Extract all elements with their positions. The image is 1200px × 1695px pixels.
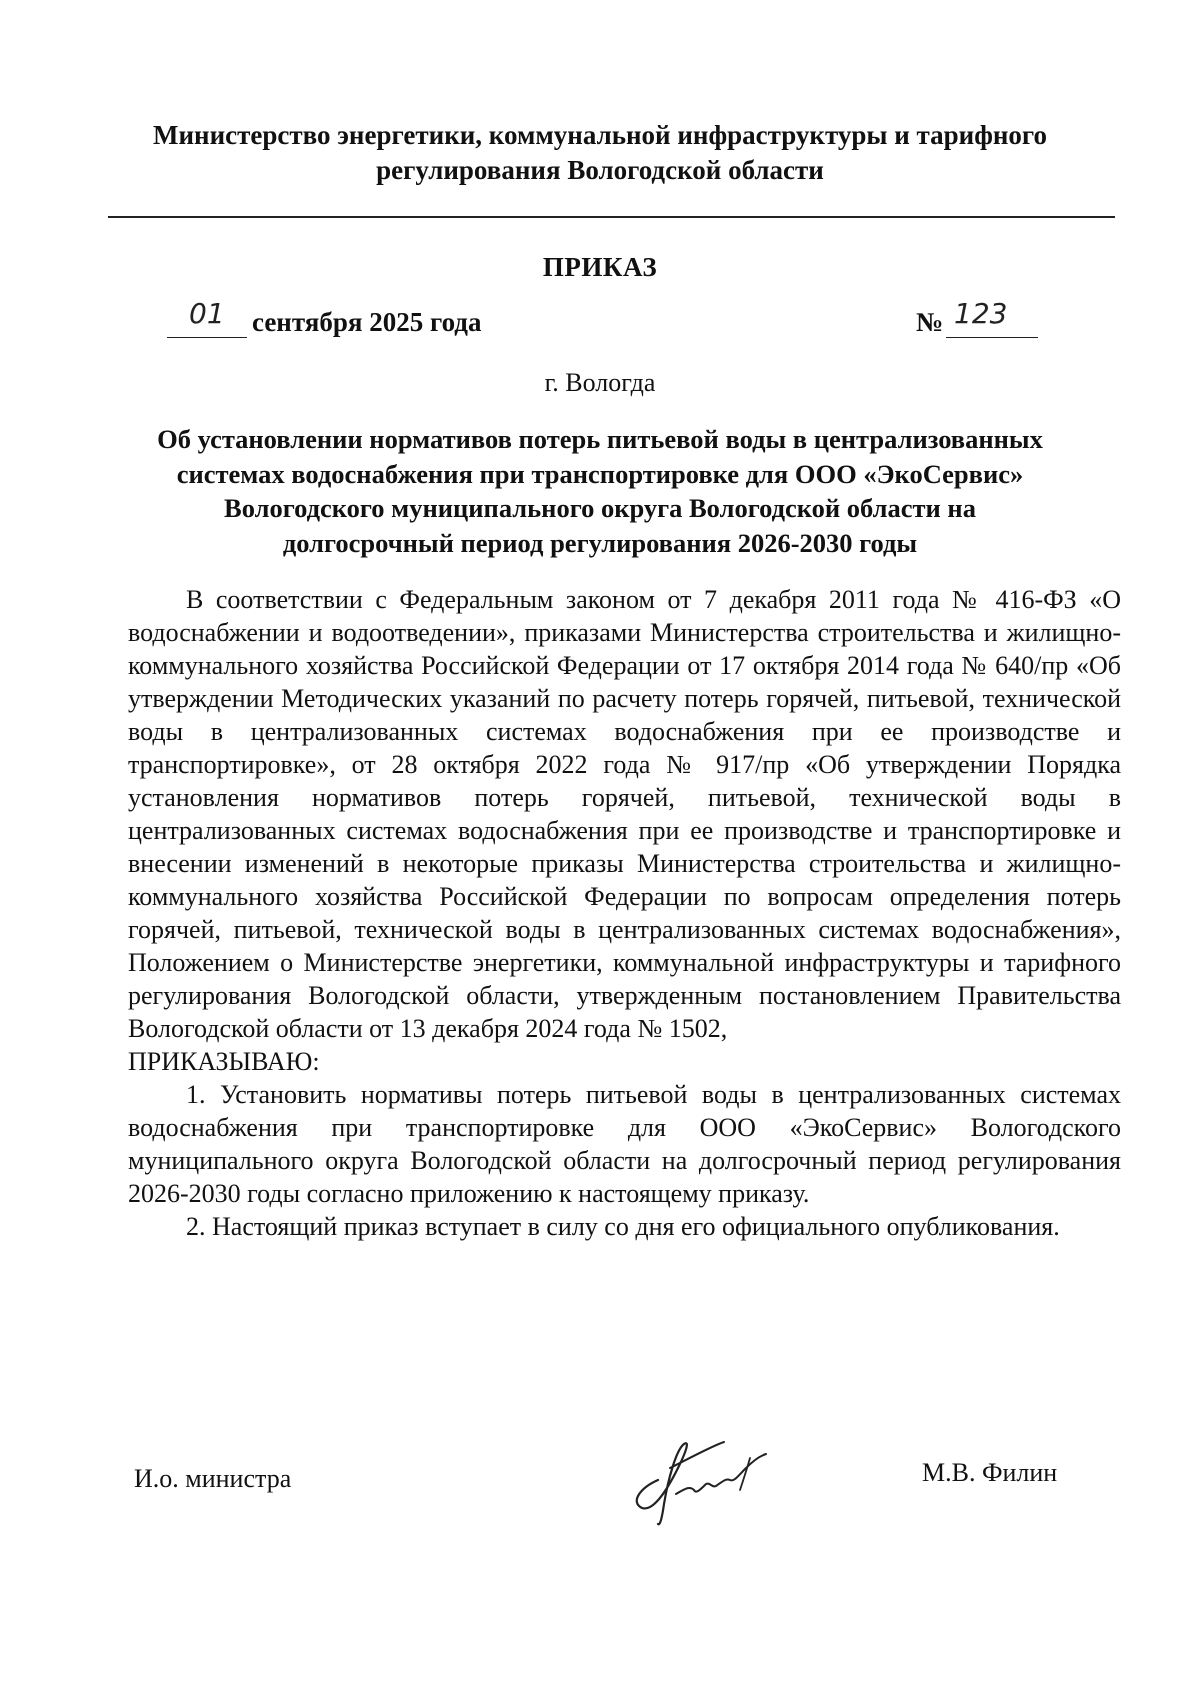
- date-month-year: сентября 2025 года: [252, 307, 482, 337]
- header-divider: [108, 216, 1115, 218]
- ministry-line-2: регулирования Вологодской области: [376, 155, 824, 185]
- handwritten-signature: [620, 1428, 790, 1528]
- order-subject: [120, 422, 1080, 560]
- subject-line-2: системах водоснабжения при транспортировке для ООО «ЭкоСервис»: [176, 458, 1024, 489]
- signer-name: М.В. Филин: [922, 1458, 1058, 1487]
- date-day-handwritten: 01: [189, 297, 225, 330]
- date-day-field: [167, 297, 247, 338]
- date-number-line: [0, 297, 1200, 343]
- number-label: №: [916, 307, 944, 337]
- order-body: [128, 583, 1121, 1243]
- ministry-line-1: Министерство энергетики, коммунальной инфраструктуры и тарифного: [152, 120, 1048, 150]
- order-word: ПРИКАЗЫВАЮ:: [128, 1047, 320, 1076]
- document-type-title: ПРИКАЗ: [542, 252, 658, 282]
- subject-line-3: Вологодского муниципального округа Вологодской области на: [224, 493, 976, 523]
- order-item-1: 1. Установить нормативы потерь питьевой воды в централизованных системах водоснабжения при транспортировке для ООО «ЭкоСервис» Вологодского муниципального округа Вологодской области на долгосрочный период регулирования 2026-2030 годы согласно приложению к настоящему приказу.: [128, 1080, 1121, 1208]
- signature-block: [0, 1428, 1200, 1528]
- city: г. Вологда: [544, 368, 656, 397]
- order-item-2: 2. Настоящий приказ вступает в силу со дня его официального опубликования.: [186, 1212, 1060, 1241]
- signer-position: И.о. министра: [134, 1464, 292, 1493]
- subject-line-1: Об установлении нормативов потерь питьевой воды в централизованных: [157, 424, 1043, 454]
- ministry-header: [100, 118, 1100, 188]
- preamble-paragraph: В соответствии с Федеральным законом от 7 декабря 2011 года № 416-ФЗ «О водоснабжении и водоотведении», приказами Министерства строительства и жилищно-коммунального хозяйства Российской Федерации от 17 октября 2014 года № 640/пр «Об утверждении Методических указаний по расчету потерь горячей, питьевой, технической воды в централизованных системах водоснабжения при ее производстве и транспортировке», от 28 октября 2022 года № 917/пр «Об утверждении Порядка установления нормативов потерь горячей, питьевой, технической воды в централизованных системах водоснабжения при ее производстве и транспортировке и внесении изменений в некоторые приказы Министерства строительства и жилищно-коммунального хозяйства Российской Федерации по вопросам определения потерь горячей, питьевой, технической воды в централизованных системах водоснабжения», Положением о Министерстве энергетики, коммунальной инфраструктуры и тарифного регулирования Вологодской области, утвержденным постановлением Правительства Вологодской области от 13 декабря 2024 года № 1502,: [128, 585, 1121, 1043]
- number-field: [946, 297, 1038, 338]
- subject-line-4: долгосрочный период регулирования 2026-2030 годы: [282, 527, 918, 558]
- number-handwritten: 123: [954, 297, 1008, 330]
